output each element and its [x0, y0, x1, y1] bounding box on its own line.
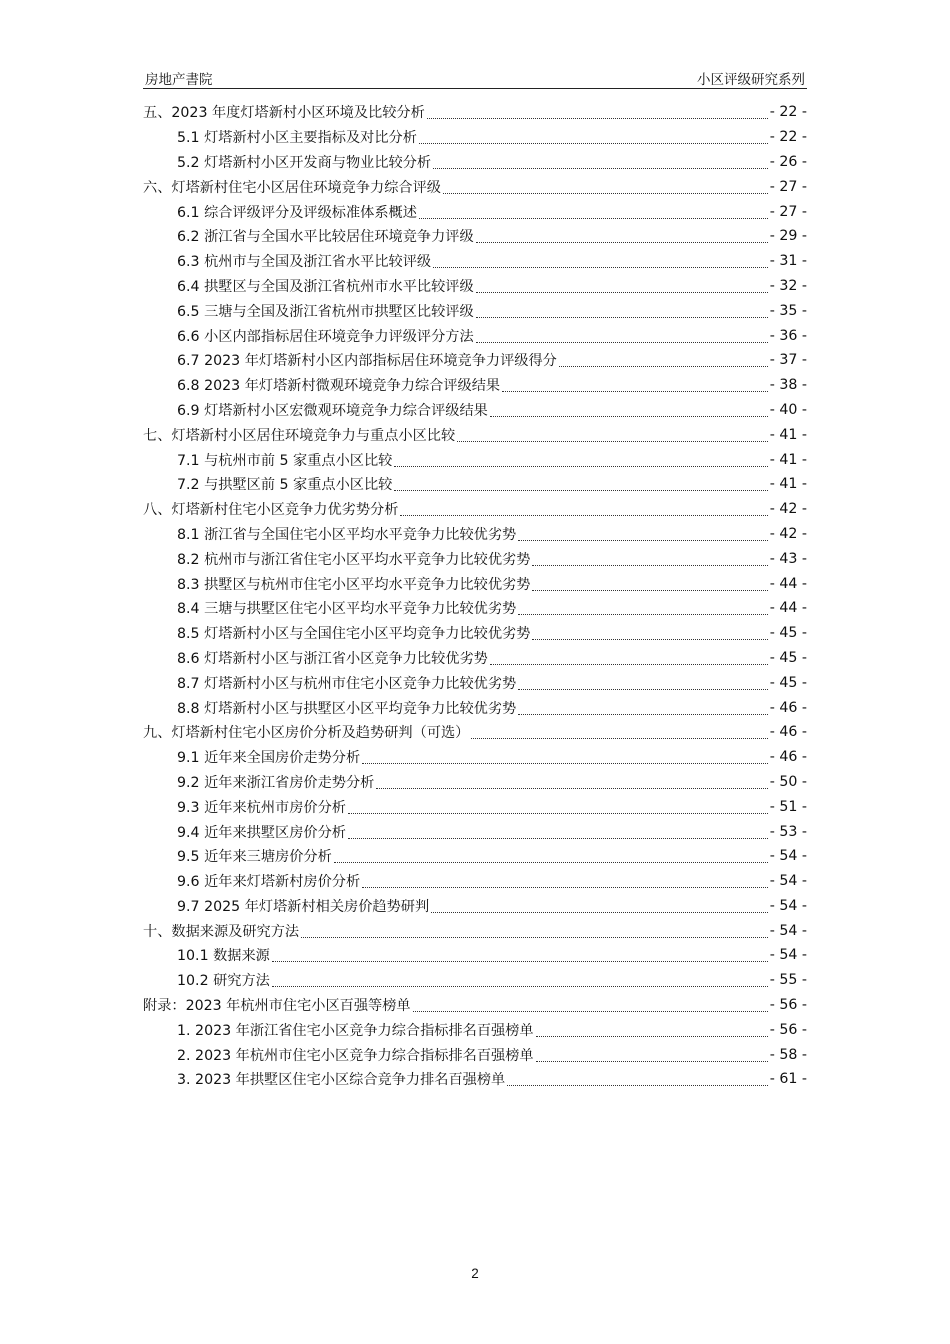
- toc-leader-dots: [518, 697, 767, 715]
- toc-entry-page: - 38 -: [769, 377, 807, 394]
- toc-entry-chapter[interactable]: [143, 100, 807, 125]
- toc-leader-dots: [443, 176, 768, 194]
- toc-entry-section[interactable]: [143, 348, 807, 373]
- toc-entry-label: 8.7 灯塔新村小区与杭州市住宅小区竞争力比较优劣势: [177, 675, 517, 692]
- toc-leader-dots: [419, 201, 768, 219]
- toc-entry-page: - 43 -: [769, 550, 807, 567]
- toc-entry-page: - 27 -: [769, 178, 807, 195]
- toc-entry-section[interactable]: [143, 522, 807, 547]
- toc-entry-page: - 54 -: [769, 873, 807, 890]
- toc-leader-dots: [413, 994, 768, 1012]
- toc-entry-page: - 41 -: [769, 426, 807, 443]
- toc-entry-label: 7.1 与杭州市前 5 家重点小区比较: [177, 452, 393, 469]
- toc-entry-label: 5.2 灯塔新村小区开发商与物业比较分析: [177, 154, 432, 171]
- toc-leader-dots: [518, 597, 767, 615]
- toc-entry-page: - 50 -: [769, 773, 807, 790]
- toc-entry-section[interactable]: [143, 373, 807, 398]
- toc-leader-dots: [272, 969, 768, 987]
- toc-entry-section[interactable]: [143, 770, 807, 795]
- toc-entry-page: - 22 -: [769, 104, 807, 121]
- toc-entry-chapter[interactable]: [143, 422, 807, 447]
- toc-entry-page: - 22 -: [769, 129, 807, 146]
- toc-entry-label: 9.5 近年来三塘房价分析: [177, 849, 332, 866]
- toc-entry-section[interactable]: [143, 125, 807, 150]
- toc-entry-page: - 37 -: [769, 352, 807, 369]
- toc-entry-label: 六、灯塔新村住宅小区居住环境竞争力综合评级: [143, 179, 441, 196]
- toc-entry-page: - 32 -: [769, 277, 807, 294]
- toc-entry-label: 九、灯塔新村住宅小区房价分析及趋势研判（可选）: [143, 725, 470, 742]
- toc-leader-dots: [394, 473, 767, 491]
- toc-entry-section[interactable]: [143, 596, 807, 621]
- toc-entry-page: - 55 -: [769, 972, 807, 989]
- toc-entry-page: - 29 -: [769, 228, 807, 245]
- toc-entry-section[interactable]: [143, 968, 807, 993]
- toc-entry-section[interactable]: [143, 894, 807, 919]
- toc-entry-label: 1. 2023 年浙江省住宅小区竞争力综合指标排名百强榜单: [177, 1022, 534, 1039]
- toc-leader-dots: [476, 225, 768, 243]
- toc-entry-page: - 56 -: [769, 997, 807, 1014]
- toc-entry-section[interactable]: [143, 943, 807, 968]
- toc-entry-section[interactable]: [143, 298, 807, 323]
- toc-entry-label: 5.1 灯塔新村小区主要指标及对比分析: [177, 130, 417, 147]
- toc-leader-dots: [272, 944, 768, 962]
- page-header: [143, 66, 807, 89]
- toc-entry-label: 七、灯塔新村小区居住环境竞争力与重点小区比较: [143, 427, 456, 444]
- toc-leader-dots: [536, 1044, 768, 1062]
- toc-entry-label: 6.1 综合评级评分及评级标准体系概述: [177, 204, 417, 221]
- toc-entry-page: - 40 -: [769, 401, 807, 418]
- toc-leader-dots: [457, 424, 768, 442]
- header-publisher: 房地产書院: [145, 72, 213, 87]
- table-of-contents: [143, 100, 807, 1092]
- toc-leader-dots: [301, 920, 768, 938]
- toc-entry-label: 十、数据来源及研究方法: [143, 923, 300, 940]
- toc-leader-dots: [348, 796, 768, 814]
- toc-entry-section[interactable]: [143, 745, 807, 770]
- toc-leader-dots: [518, 523, 767, 541]
- toc-entry-section[interactable]: [143, 794, 807, 819]
- toc-entry-page: - 54 -: [769, 848, 807, 865]
- toc-entry-label: 6.9 灯塔新村小区宏微观环境竞争力综合评级结果: [177, 402, 488, 419]
- toc-entry-page: - 45 -: [769, 674, 807, 691]
- toc-entry-label: 9.7 2025 年灯塔新村相关房价趋势研判: [177, 898, 430, 915]
- toc-entry-label: 7.2 与拱墅区前 5 家重点小区比较: [177, 477, 393, 494]
- toc-entry-section[interactable]: [143, 1042, 807, 1067]
- toc-entry-label: 8.2 杭州市与浙江省住宅小区平均水平竞争力比较优劣势: [177, 551, 531, 568]
- toc-entry-label: 6.2 浙江省与全国水平比较居住环境竞争力评级: [177, 229, 474, 246]
- toc-leader-dots: [490, 647, 768, 665]
- toc-leader-dots: [507, 1068, 767, 1086]
- toc-entry-label: 9.2 近年来浙江省房价走势分析: [177, 774, 375, 791]
- toc-leader-dots: [518, 672, 767, 690]
- toc-entry-label: 6.4 拱墅区与全国及浙江省杭州市水平比较评级: [177, 278, 474, 295]
- toc-entry-label: 9.3 近年来杭州市房价分析: [177, 799, 346, 816]
- toc-leader-dots: [362, 746, 768, 764]
- toc-entry-page: - 41 -: [769, 476, 807, 493]
- page-number: 2: [471, 1266, 479, 1281]
- toc-entry-section[interactable]: [143, 398, 807, 423]
- toc-entry-label: 8.3 拱墅区与杭州市住宅小区平均水平竞争力比较优劣势: [177, 576, 531, 593]
- toc-entry-page: - 44 -: [769, 600, 807, 617]
- toc-entry-page: - 31 -: [769, 253, 807, 270]
- toc-entry-page: - 46 -: [769, 724, 807, 741]
- toc-entry-page: - 58 -: [769, 1046, 807, 1063]
- toc-entry-chapter[interactable]: [143, 720, 807, 745]
- toc-entry-label: 6.7 2023 年灯塔新村小区内部指标居住环境竞争力评级得分: [177, 353, 557, 370]
- toc-entry-page: - 42 -: [769, 525, 807, 542]
- toc-entry-label: 8.6 灯塔新村小区与浙江省小区竞争力比较优劣势: [177, 650, 488, 667]
- toc-leader-dots: [532, 573, 767, 591]
- toc-entry-label: 3. 2023 年拱墅区住宅小区综合竞争力排名百强榜单: [177, 1072, 506, 1089]
- toc-leader-dots: [394, 449, 767, 467]
- toc-leader-dots: [419, 126, 768, 144]
- toc-entry-section[interactable]: [143, 646, 807, 671]
- toc-leader-dots: [502, 374, 768, 392]
- toc-entry-label: 6.5 三塘与全国及浙江省杭州市拱墅区比较评级: [177, 303, 474, 320]
- toc-entry-chapter[interactable]: [143, 918, 807, 943]
- toc-entry-page: - 53 -: [769, 823, 807, 840]
- toc-entry-page: - 61 -: [769, 1071, 807, 1088]
- toc-entry-chapter[interactable]: [143, 174, 807, 199]
- header-series-title: 小区评级研究系列: [697, 72, 805, 87]
- toc-entry-label: 6.8 2023 年灯塔新村微观环境竞争力综合评级结果: [177, 378, 501, 395]
- toc-entry-label: 八、灯塔新村住宅小区竞争力优劣势分析: [143, 502, 399, 519]
- toc-entry-section[interactable]: [143, 150, 807, 175]
- toc-leader-dots: [433, 250, 768, 268]
- toc-entry-section[interactable]: [143, 844, 807, 869]
- toc-leader-dots: [476, 325, 768, 343]
- toc-entry-page: - 45 -: [769, 649, 807, 666]
- toc-entry-section[interactable]: [143, 670, 807, 695]
- toc-entry-section[interactable]: [143, 323, 807, 348]
- toc-entry-section[interactable]: [143, 546, 807, 571]
- toc-entry-label: 附录：2023 年杭州市住宅小区百强等榜单: [143, 998, 411, 1015]
- toc-entry-section[interactable]: [143, 869, 807, 894]
- toc-entry-label: 10.1 数据来源: [177, 948, 270, 965]
- toc-entry-page: - 26 -: [769, 153, 807, 170]
- toc-entry-section[interactable]: [143, 1017, 807, 1042]
- toc-entry-label: 2. 2023 年杭州市住宅小区竞争力综合指标排名百强榜单: [177, 1047, 534, 1064]
- toc-entry-label: 6.3 杭州市与全国及浙江省水平比较评级: [177, 254, 432, 271]
- toc-entry-section[interactable]: [143, 472, 807, 497]
- toc-entry-page: - 46 -: [769, 699, 807, 716]
- toc-leader-dots: [471, 721, 767, 739]
- toc-entry-label: 9.6 近年来灯塔新村房价分析: [177, 874, 361, 891]
- toc-leader-dots: [433, 151, 768, 169]
- toc-entry-section[interactable]: [143, 447, 807, 472]
- toc-entry-section[interactable]: [143, 1067, 807, 1092]
- toc-entry-page: - 41 -: [769, 451, 807, 468]
- toc-entry-chapter[interactable]: [143, 497, 807, 522]
- toc-entry-page: - 45 -: [769, 625, 807, 642]
- toc-entry-label: 8.4 三塘与拱墅区住宅小区平均水平竞争力比较优劣势: [177, 601, 517, 618]
- toc-entry-page: - 54 -: [769, 897, 807, 914]
- toc-entry-label: 8.8 灯塔新村小区与拱墅区小区平均竞争力比较优劣势: [177, 700, 517, 717]
- toc-entry-page: - 42 -: [769, 501, 807, 518]
- toc-leader-dots: [376, 771, 767, 789]
- toc-entry-page: - 36 -: [769, 327, 807, 344]
- toc-leader-dots: [476, 300, 768, 318]
- toc-entry-label: 8.5 灯塔新村小区与全国住宅小区平均竞争力比较优劣势: [177, 626, 531, 643]
- toc-entry-section[interactable]: [143, 819, 807, 844]
- toc-entry-label: 五、2023 年度灯塔新村小区环境及比较分析: [143, 105, 425, 122]
- toc-entry-page: - 46 -: [769, 749, 807, 766]
- toc-leader-dots: [362, 870, 768, 888]
- toc-leader-dots: [536, 1019, 768, 1037]
- toc-entry-page: - 56 -: [769, 1021, 807, 1038]
- toc-leader-dots: [532, 548, 767, 566]
- toc-entry-page: - 54 -: [769, 947, 807, 964]
- toc-entry-page: - 44 -: [769, 575, 807, 592]
- toc-leader-dots: [490, 399, 768, 417]
- toc-entry-chapter[interactable]: [143, 993, 807, 1018]
- toc-entry-section[interactable]: [143, 621, 807, 646]
- toc-leader-dots: [431, 895, 768, 913]
- toc-entry-page: - 27 -: [769, 203, 807, 220]
- toc-entry-section[interactable]: [143, 695, 807, 720]
- toc-leader-dots: [559, 349, 768, 367]
- toc-leader-dots: [334, 845, 768, 863]
- toc-entry-label: 6.6 小区内部指标居住环境竞争力评级评分方法: [177, 328, 474, 345]
- toc-entry-section[interactable]: [143, 199, 807, 224]
- toc-entry-section[interactable]: [143, 224, 807, 249]
- toc-entry-page: - 51 -: [769, 798, 807, 815]
- toc-leader-dots: [476, 275, 768, 293]
- toc-entry-label: 10.2 研究方法: [177, 973, 270, 990]
- toc-entry-page: - 35 -: [769, 302, 807, 319]
- toc-leader-dots: [348, 821, 768, 839]
- toc-entry-page: - 54 -: [769, 922, 807, 939]
- toc-entry-label: 9.1 近年来全国房价走势分析: [177, 750, 361, 767]
- toc-entry-label: 8.1 浙江省与全国住宅小区平均水平竞争力比较优劣势: [177, 526, 517, 543]
- toc-leader-dots: [427, 101, 768, 119]
- toc-leader-dots: [532, 622, 767, 640]
- toc-entry-section[interactable]: [143, 249, 807, 274]
- toc-entry-label: 9.4 近年来拱墅区房价分析: [177, 824, 346, 841]
- toc-entry-section[interactable]: [143, 274, 807, 299]
- toc-entry-section[interactable]: [143, 571, 807, 596]
- toc-leader-dots: [400, 498, 767, 516]
